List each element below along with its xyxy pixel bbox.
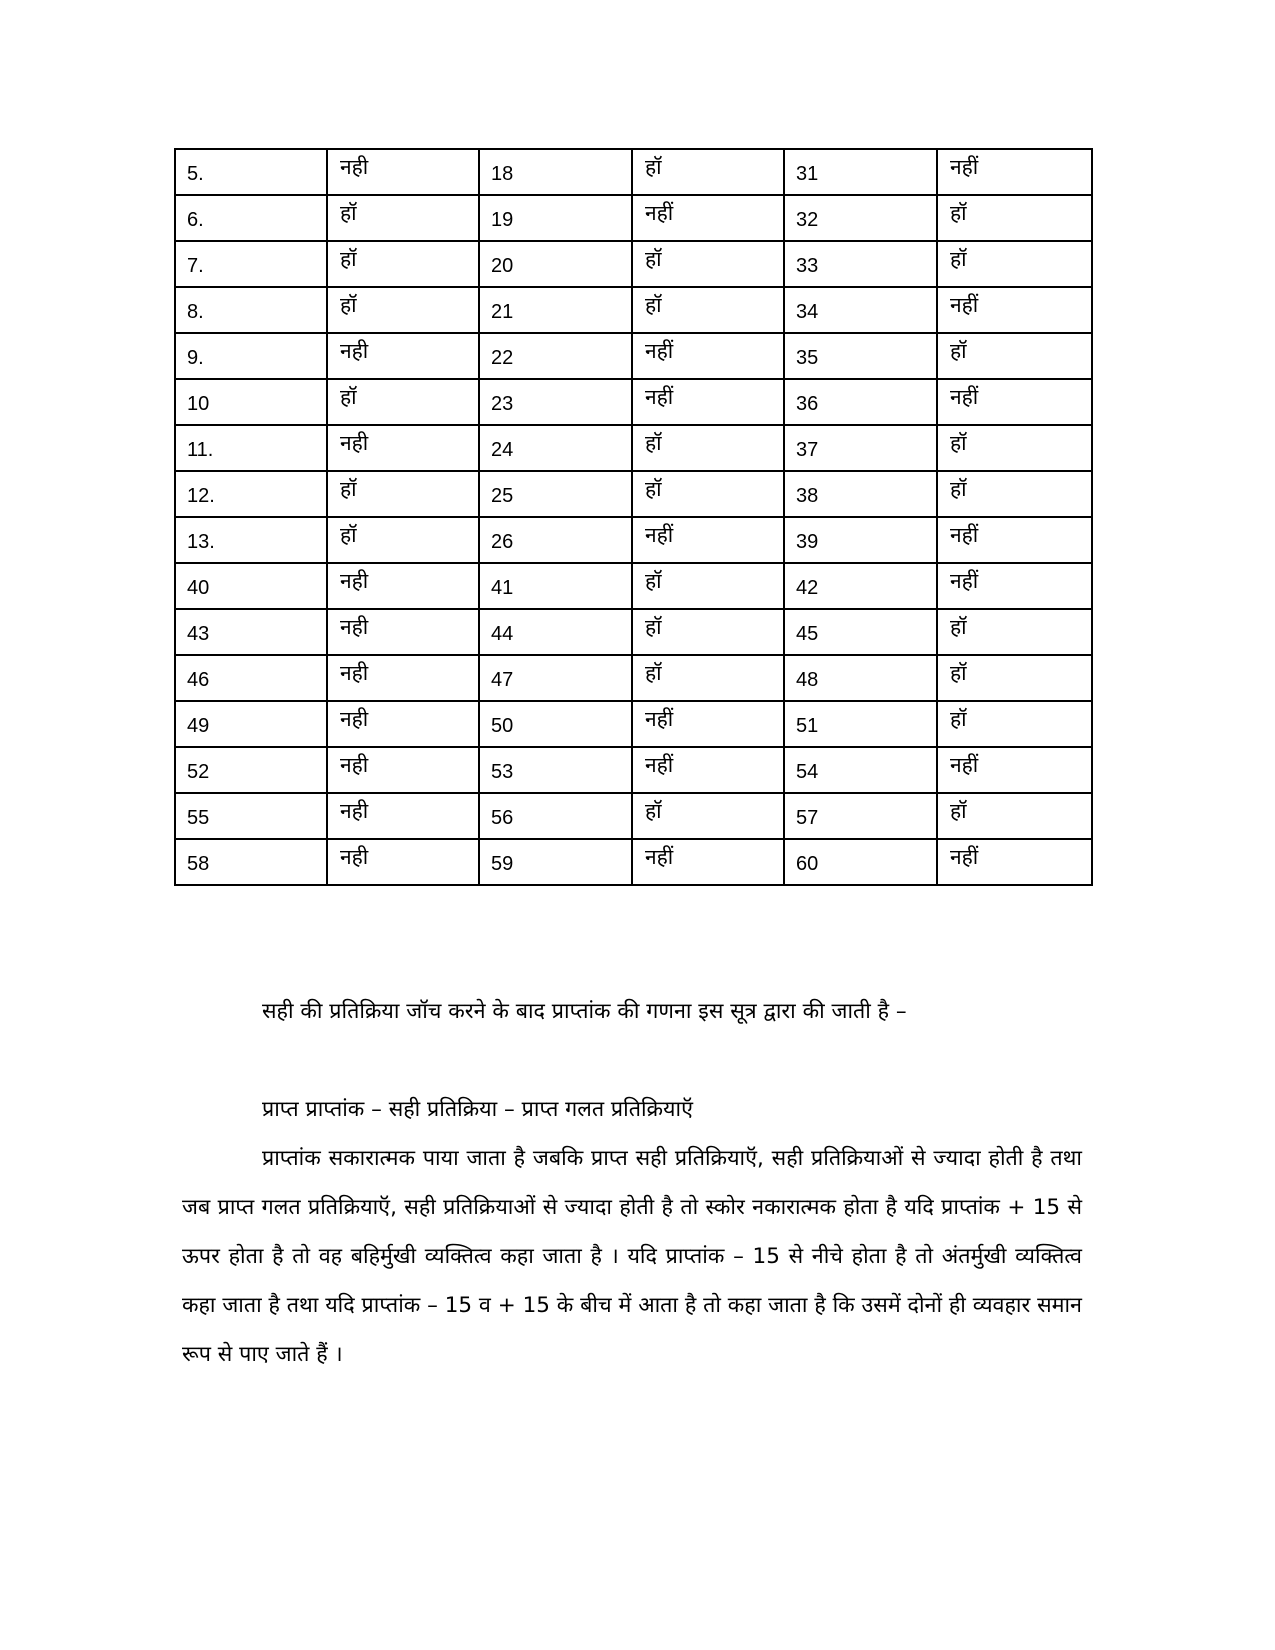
table-row: [175, 379, 1092, 425]
answer-cell: नहीं: [937, 149, 1092, 195]
answer-cell: नहीं: [632, 379, 784, 425]
answer-cell: नही: [327, 563, 479, 609]
question-number-cell: 57: [784, 793, 937, 839]
question-number-cell: 35: [784, 333, 937, 379]
answer-cell: हॉ: [632, 241, 784, 287]
answer-cell: नही: [327, 425, 479, 471]
answer-cell: हॉ: [937, 655, 1092, 701]
table-row: [175, 333, 1092, 379]
answer-cell: नहीं: [632, 517, 784, 563]
question-number-cell: 58: [175, 839, 327, 885]
scoring-formula: प्राप्त प्राप्तांक – सही प्रतिक्रिया – प्राप्त गलत प्रतिक्रियाऍ: [262, 1097, 693, 1122]
table-row: [175, 655, 1092, 701]
table-row: [175, 839, 1092, 885]
table-row: [175, 609, 1092, 655]
question-number-cell: 54: [784, 747, 937, 793]
answer-cell: हॉ: [327, 195, 479, 241]
question-number-cell: 37: [784, 425, 937, 471]
question-number-cell: 53: [479, 747, 632, 793]
answer-cell: हॉ: [632, 425, 784, 471]
scoring-intro-paragraph: सही की प्रतिक्रिया जॉच करने के बाद प्राप्तांक की गणना इस सूत्र द्वारा की जाती है –: [262, 999, 907, 1024]
answer-cell: नहीं: [632, 747, 784, 793]
question-number-cell: 60: [784, 839, 937, 885]
answer-cell: नहीं: [937, 517, 1092, 563]
answer-cell: नहीं: [632, 195, 784, 241]
answer-cell: नही: [327, 609, 479, 655]
question-number-cell: 9.: [175, 333, 327, 379]
answer-cell: हॉ: [632, 149, 784, 195]
question-number-cell: 11.: [175, 425, 327, 471]
answer-cell: नहीं: [937, 747, 1092, 793]
question-number-cell: 40: [175, 563, 327, 609]
answer-cell: हॉ: [327, 471, 479, 517]
question-number-cell: 20: [479, 241, 632, 287]
answer-cell: नही: [327, 793, 479, 839]
answer-cell: नहीं: [632, 333, 784, 379]
question-number-cell: 52: [175, 747, 327, 793]
question-number-cell: 51: [784, 701, 937, 747]
question-number-cell: 45: [784, 609, 937, 655]
answer-cell: हॉ: [937, 425, 1092, 471]
answer-cell: हॉ: [632, 655, 784, 701]
question-number-cell: 31: [784, 149, 937, 195]
table-row: [175, 241, 1092, 287]
answer-cell: हॉ: [327, 379, 479, 425]
question-number-cell: 42: [784, 563, 937, 609]
question-number-cell: 59: [479, 839, 632, 885]
question-number-cell: 21: [479, 287, 632, 333]
table-row: [175, 425, 1092, 471]
question-number-cell: 34: [784, 287, 937, 333]
answer-cell: नही: [327, 333, 479, 379]
question-number-cell: 22: [479, 333, 632, 379]
answer-cell: नहीं: [632, 701, 784, 747]
answer-cell: हॉ: [632, 287, 784, 333]
scoring-interpretation-paragraph: प्राप्तांक सकारात्मक पाया जाता है जबकि प्राप्त सही प्रतिक्रियाऍ, सही प्रतिक्रियाओं से ज्यादा होती है तथा जब प्राप्त गलत प्रतिक्रियाऍ, सही प्रतिक्रियाओं से ज्यादा होती है तो स्कोर नकारात्मक होता है यदि प्राप्तांक + 15 से ऊपर होता है तो वह बहिर्मुखी व्यक्तित्व कहा जाता है । यदि प्राप्तांक – 15 से नीचे होता है तो अंतर्मुखी व्यक्तित्व कहा जाता है तथा यदि प्राप्तांक – 15 व + 15 के बीच में आता है तो कहा जाता है कि उसमें दोनों ही व्यवहार समान रूप से पाए जाते हैं ।: [182, 1146, 1082, 1367]
table-row: [175, 287, 1092, 333]
answer-cell: हॉ: [937, 241, 1092, 287]
question-number-cell: 12.: [175, 471, 327, 517]
question-number-cell: 44: [479, 609, 632, 655]
question-number-cell: 26: [479, 517, 632, 563]
answer-cell: हॉ: [327, 517, 479, 563]
answer-cell: हॉ: [937, 793, 1092, 839]
question-number-cell: 46: [175, 655, 327, 701]
answer-cell: नहीं: [937, 839, 1092, 885]
question-number-cell: 10: [175, 379, 327, 425]
answer-cell: नही: [327, 747, 479, 793]
answer-cell: हॉ: [632, 563, 784, 609]
answer-cell: नही: [327, 655, 479, 701]
question-number-cell: 56: [479, 793, 632, 839]
question-number-cell: 32: [784, 195, 937, 241]
answer-cell: नहीं: [937, 563, 1092, 609]
question-number-cell: 36: [784, 379, 937, 425]
question-number-cell: 25: [479, 471, 632, 517]
table-row: [175, 517, 1092, 563]
table-row: [175, 563, 1092, 609]
answer-cell: हॉ: [937, 195, 1092, 241]
question-number-cell: 6.: [175, 195, 327, 241]
question-number-cell: 43: [175, 609, 327, 655]
question-number-cell: 38: [784, 471, 937, 517]
answer-cell: नहीं: [937, 287, 1092, 333]
answer-cell: नहीं: [632, 839, 784, 885]
answer-cell: हॉ: [327, 287, 479, 333]
question-number-cell: 50: [479, 701, 632, 747]
answer-cell: हॉ: [937, 333, 1092, 379]
answer-cell: हॉ: [632, 793, 784, 839]
question-number-cell: 33: [784, 241, 937, 287]
answer-cell: हॉ: [937, 471, 1092, 517]
question-number-cell: 39: [784, 517, 937, 563]
question-number-cell: 49: [175, 701, 327, 747]
question-number-cell: 55: [175, 793, 327, 839]
table-row: [175, 195, 1092, 241]
table-row: [175, 701, 1092, 747]
question-number-cell: 48: [784, 655, 937, 701]
table-row: [175, 793, 1092, 839]
question-number-cell: 8.: [175, 287, 327, 333]
question-number-cell: 19: [479, 195, 632, 241]
answer-cell: हॉ: [632, 471, 784, 517]
table-row: [175, 471, 1092, 517]
answer-cell: नही: [327, 149, 479, 195]
question-number-cell: 5.: [175, 149, 327, 195]
question-number-cell: 41: [479, 563, 632, 609]
question-number-cell: 18: [479, 149, 632, 195]
question-number-cell: 24: [479, 425, 632, 471]
answer-cell: हॉ: [632, 609, 784, 655]
answer-cell: नही: [327, 701, 479, 747]
table-row: [175, 747, 1092, 793]
answer-cell: हॉ: [937, 701, 1092, 747]
answer-cell: नही: [327, 839, 479, 885]
answer-cell: हॉ: [937, 609, 1092, 655]
answer-key-table: [174, 148, 1093, 886]
answer-key-body: [175, 149, 1092, 885]
answer-cell: नहीं: [937, 379, 1092, 425]
question-number-cell: 7.: [175, 241, 327, 287]
question-number-cell: 13.: [175, 517, 327, 563]
answer-cell: हॉ: [327, 241, 479, 287]
question-number-cell: 47: [479, 655, 632, 701]
table-row: [175, 149, 1092, 195]
question-number-cell: 23: [479, 379, 632, 425]
